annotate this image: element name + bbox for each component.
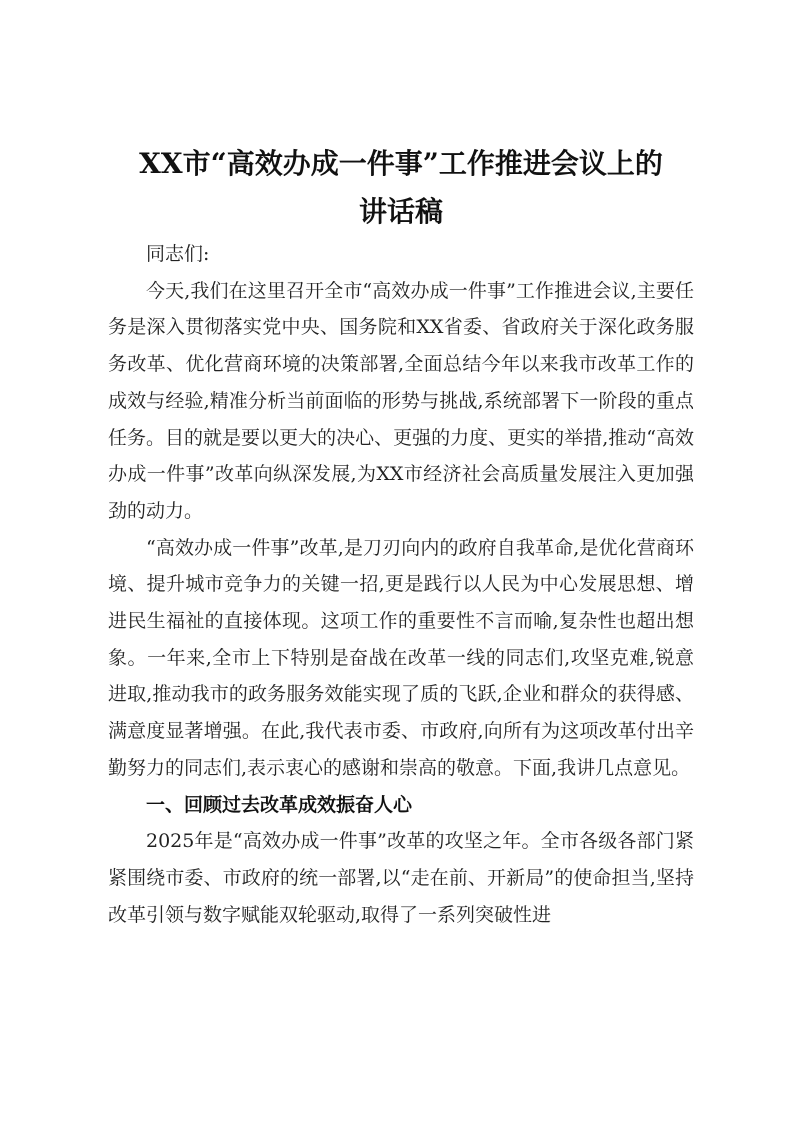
title-line-1: XX市“高效办成一件事”工作推进会议上的: [139, 147, 663, 180]
document-page: [108, 140, 694, 933]
title-line-2: 讲话稿: [358, 195, 443, 228]
salutation: 同志们:: [146, 243, 210, 265]
document-title: [108, 140, 694, 236]
body-paragraph-1: 今天,我们在这里召开全市“高效办成一件事”工作推进会议,主要任务是深入贯彻落实党中央、国务院和XX省委、省政府关于深化政务服务改革、优化营商环境的决策部署,全面总结今年以来我市改革工作的成效与经验,精准分析当前面临的形势与挑战,系统部署下一阶段的重点任务。目的就是要以更大的决心、更强的力度、更实的举措,推动“高效办成一件事”改革向纵深发展,为XX市经济社会高质量发展注入更加强劲的动力。: [108, 279, 694, 522]
body-paragraph-2: “高效办成一件事”改革,是刀刃向内的政府自我革命,是优化营商环境、提升城市竞争力的关键一招,更是践行以人民为中心发展思想、增进民生福祉的直接体现。这项工作的重要性不言而喻,复杂性也超出想象。一年来,全市上下特别是奋战在改革一线的同志们,攻坚克难,锐意进取,推动我市的政务服务效能实现了质的飞跃,企业和群众的获得感、满意度显著增强。在此,我代表市委、市政府,向所有为这项改革付出辛勤努力的同志们,表示衷心的感谢和崇高的敬意。下面,我讲几点意见。: [108, 536, 694, 779]
section-heading: 一、回顾过去改革成效振奋人心: [146, 793, 413, 816]
section-paragraph: 2025年是“高效办成一件事”改革的攻坚之年。全市各级各部门紧紧围绕市委、市政府的统一部署,以“走在前、开新局”的使命担当,坚持改革引领与数字赋能双轮驱动,取得了一系列突破性进: [108, 830, 694, 926]
